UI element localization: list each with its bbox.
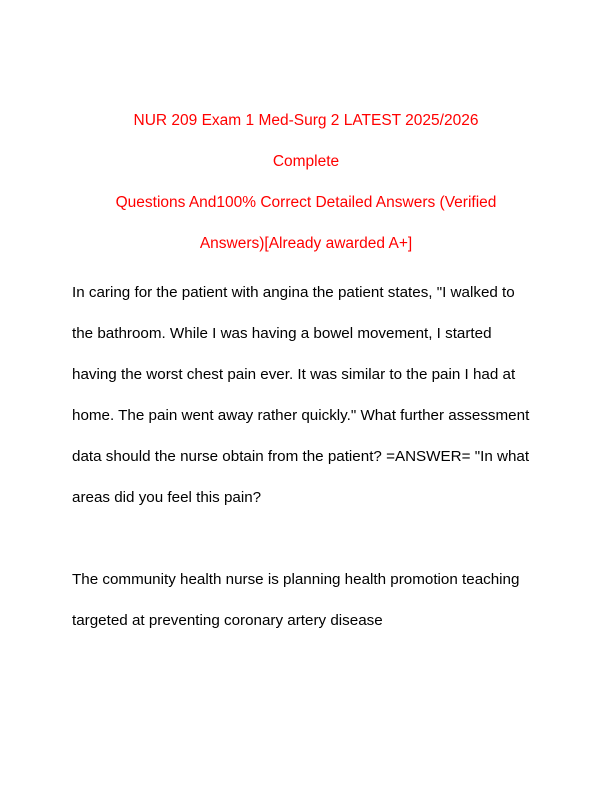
- document-title: [72, 100, 540, 264]
- document-paragraph: The community health nurse is planning health promotion teaching targeted at preventing coronary artery disease: [72, 571, 520, 629]
- document-title-line-1: NUR 209 Exam 1 Med-Surg 2 LATEST 2025/2026: [133, 112, 479, 129]
- document-title-line-2: Complete: [272, 153, 340, 170]
- document-title-line-4: Answers)[Already awarded A+]: [199, 235, 413, 252]
- document-title-line-3: Questions And100% Correct Detailed Answers (Verified: [115, 194, 497, 211]
- document-paragraph: In caring for the patient with angina the patient states, "I walked to the bathroom. While I was having a bowel movement, I started having the worst chest pain ever. It was similar to the pain I had at home. The pain went away rather quickly." What further assessment data should the nurse obtain from the patient? =ANSWER= "In what areas did you feel this pain?: [72, 284, 530, 506]
